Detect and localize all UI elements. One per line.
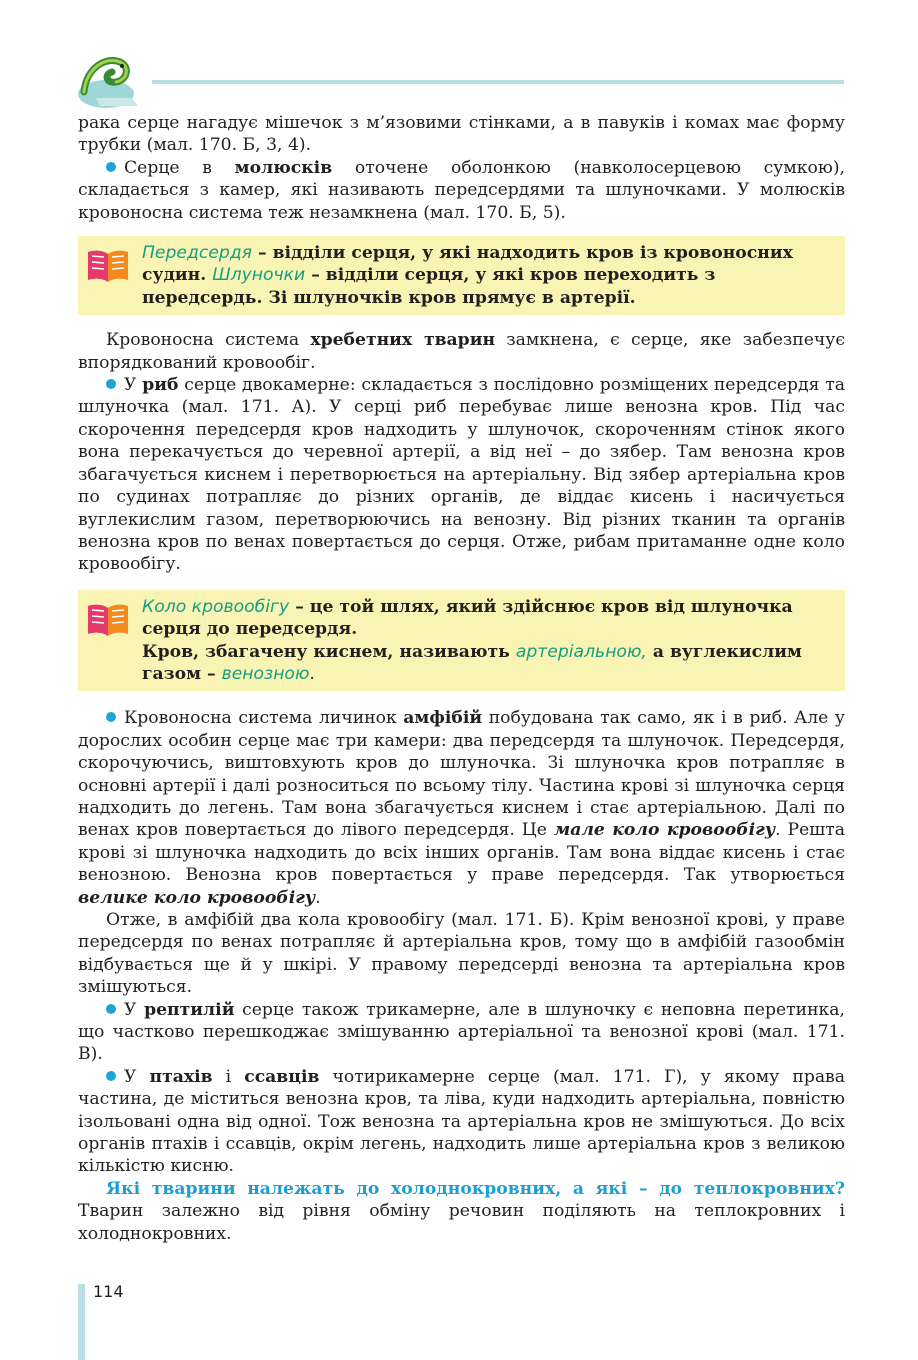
open-book-icon — [86, 248, 130, 284]
paragraph-molluscs: Серце в молюсків оточене оболонкою (навколосерцевою сумкою), складається з камер, які називають передсердями та шлуночками. У молюсків кровоносна система теж незамкнена (мал. 170. Б, 5). — [78, 157, 846, 223]
paragraph-reptiles: У рептилій серце також трикамерне, але в шлуночку є неповна перетинка, що частково перешкоджає змішуванню артеріальної та венозної крові (мал. 171. В). — [78, 999, 845, 1065]
bullet-icon — [106, 162, 116, 172]
term-atrium: Передсердя — [142, 243, 253, 264]
term-arterial: артеріальною, — [515, 641, 647, 662]
definition-text: – відділи серця, у які кров переходить з передсердь. Зі шлуночків кров прямує в артерії. — [142, 265, 716, 308]
term-venous: венозною — [221, 663, 310, 684]
snail-chameleon-logo-icon — [76, 48, 146, 112]
definition-text: – це той шлях, який здійснює кров від шлуночка серця до передсердя. — [142, 596, 793, 640]
paragraph-birds-mammals: У птахів і ссавців чотирикамерне серце (мал. 171. Г), у якому права частина, де міститься венозна кров, та ліва, куди надходить артеріальна, повністю ізольовані одна від одної. Тож венозна та артеріальна кров не змішуються. До всіх органів птахів і ссавців, окрім легень, надходить лише артеріальна кров з великою кількістю кисню. — [78, 1066, 845, 1177]
bullet-icon — [106, 712, 116, 722]
definition-box — [78, 590, 845, 692]
page-number: 114 — [93, 1282, 124, 1301]
definition-text: а вуглекислим газом – — [142, 641, 802, 684]
bullet-icon — [106, 1004, 116, 1014]
page-body — [78, 112, 845, 1245]
term-ventricle: Шлуночки — [212, 265, 306, 286]
paragraph-vertebrates: Кровоносна система хребетних тварин замкнена, є серце, яке забезпечує впорядкований кровообіг. — [78, 330, 845, 373]
paragraph-question: Які тварини належать до холоднокровних, а які – до теплокровних? Тварин залежно від рівня обміну речовин поділяють на теплокровних і холоднокровних. — [78, 1178, 845, 1244]
paragraph: рака серце нагадує мішечок з м’язовими стінками, а в павуків і комах має форму трубки (мал. 170. Б, 3, 4). — [78, 113, 845, 156]
paragraph-amphibians: Кровоносна система личинок амфібій побудована так само, як і в риб. Але у дорослих особин серце має три камери: два передсердя та шлуночок. Передсердя, скорочуючись, виштовхують кров до шлуночка. Зі шлуночка кров потрапляє в основні артерії і далі розноситься по всьому тілу. Частина крові зі шлуночка серця надходить до легень. Там вона збагачується киснем і стає артеріальною. Далі по венах кров повертається до лівого передсердя. Це мале коло кровообігу. Решта крові зі шлуночка надходить до всіх інших органів. Там вона віддає кисень і стає венозною. Венозна кров повертається у праве передсердя. Так утворюється велике коло кровообігу. — [78, 708, 845, 908]
definition-text: – відділи серця, у які надходить кров із кровоносних судин. — [142, 243, 793, 286]
header-rule — [152, 80, 844, 84]
paragraph: Отже, в амфібій два кола кровообігу (мал. 171. Б). Крім венозної крові, у праве передсердя по венах потрапляє й артеріальна кров, тому що в амфібій газообмін відбувається ще й у шкірі. У правому передсерді венозна та артеріальна кров змішуються. — [78, 910, 845, 998]
bullet-icon — [106, 1071, 116, 1081]
page-margin-bar — [78, 1284, 85, 1360]
paragraph-fish: У риб серце двокамерне: складається з послідовно розміщених передсердя та шлуночка (мал. 171. А). У серці риб перебуває лише венозна кров. Під час скорочення передсердя кров надходить у шлуночок, скороченням стінок якого вона перекачується до черевної артерії, а від неї – до зябер. Там венозна кров збагачується киснем і перетворюється на артеріальну. Від зябер артеріальна кров по судинах потрапляє до різних органів, де віддає кисень і насичується вуглекислим газом, перетворюючись на венозну. Від різних тканин та органів венозна кров по венах повертається до серця. Отже, рибам притаманне одне коло кровообігу. — [78, 375, 846, 575]
term-circulation: Коло кровообігу — [142, 596, 290, 617]
section-question: Які тварини належать до холоднокровних, а які – до теплокровних? — [106, 1178, 845, 1199]
bullet-icon — [106, 379, 116, 389]
open-book-icon — [86, 602, 130, 638]
definition-text: . — [309, 663, 315, 684]
definition-text: Кров, збагачену киснем, називають — [142, 641, 516, 662]
definition-box — [78, 236, 845, 315]
